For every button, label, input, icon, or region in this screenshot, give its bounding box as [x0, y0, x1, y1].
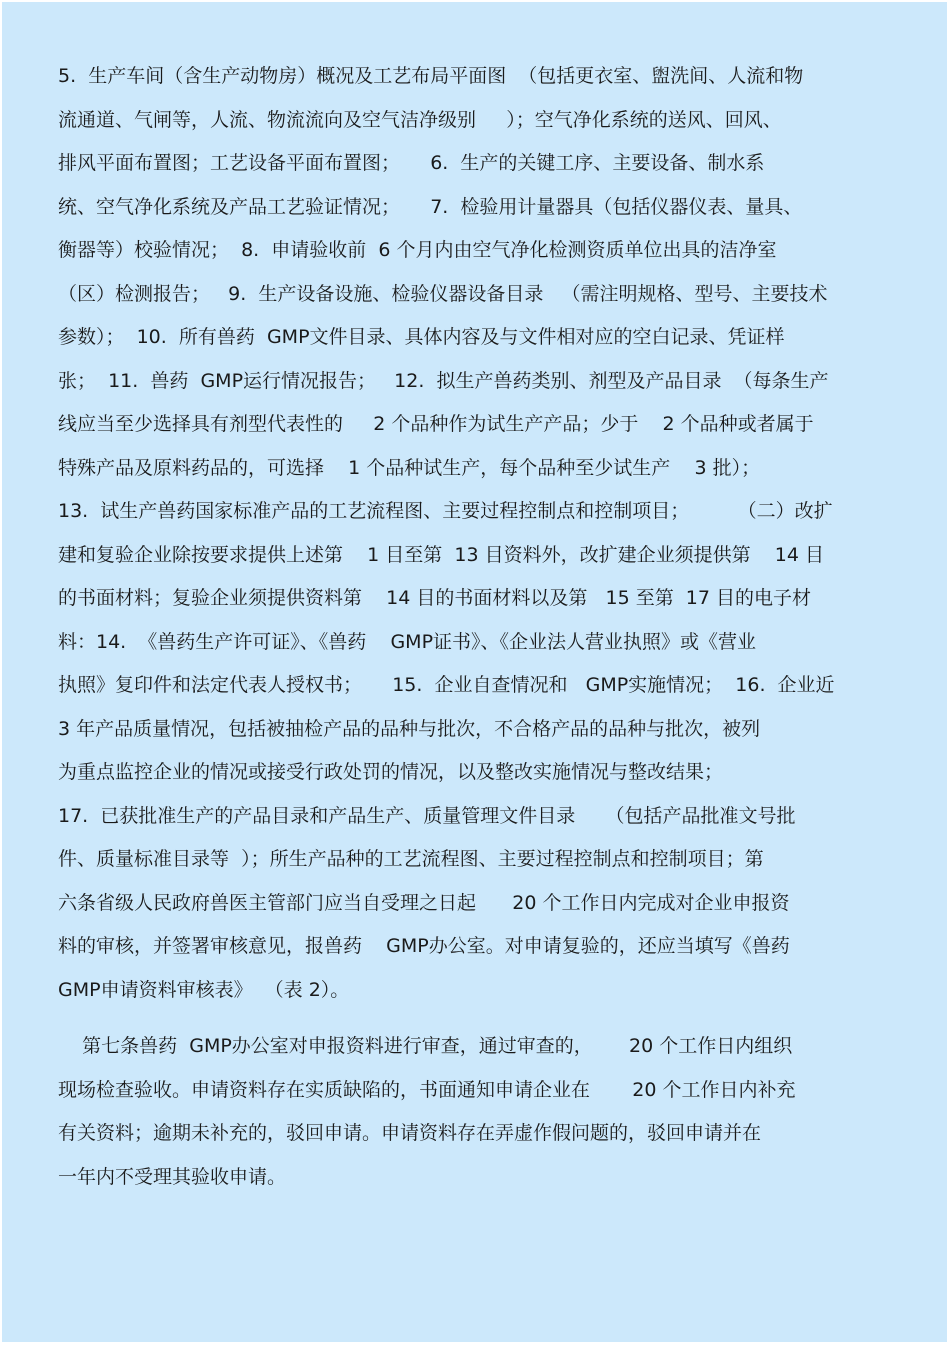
text-line: 件、质量标准目录等 ）；所生产品种的工艺流程图、主要过程控制点和控制项目；第 — [58, 848, 764, 870]
text-line: 的书面材料；复验企业须提供资料第 14 目的书面材料以及第 15 至第 17 目的电子材 — [58, 587, 812, 609]
text-line: 线应当至少选择具有剂型代表性的 2 个品种作为试生产产品；少于 2 个品种或者属于 — [58, 413, 814, 435]
document-page — [2, 2, 947, 1342]
paragraph-article-7 — [58, 1025, 888, 1199]
text-line: 13. 试生产兽药国家标准产品的工艺流程图、主要过程控制点和控制项目； （二）改扩 — [58, 500, 833, 522]
text-line: 特殊产品及原料药品的，可选择 1 个品种试生产，每个品种至少试生产 3 批）； — [58, 456, 761, 479]
text-line: 排风平面布置图；工艺设备平面布置图； 6. 生产的关键工序、主要设备、制水系 — [58, 152, 765, 174]
text-line: 统、空气净化系统及产品工艺验证情况； 7. 检验用计量器具（包括仪器仪表、量具、 — [58, 195, 803, 218]
text-line: 衡器等）校验情况； 8. 申请验收前 6 个月内由空气净化检测资质单位出具的洁净室 — [58, 239, 777, 261]
text-line: 5. 生产车间（含生产动物房）概况及工艺布局平面图 （包括更衣室、盥洗间、人流和物 — [58, 65, 804, 87]
text-line: 执照》复印件和法定代表人授权书； 15. 企业自查情况和 GMP实施情况； 16. 企业近 — [58, 674, 835, 696]
text-line: 17. 已获批准生产的产品目录和产品生产、质量管理文件目录 （包括产品批准文号批 — [58, 804, 796, 827]
text-line: 参数）； 10. 所有兽药 GMP文件目录、具体内容及与文件相对应的空白记录、凭证样 — [58, 326, 785, 348]
paragraph-materials-list — [58, 55, 888, 1012]
text-line: （区）检测报告； 9. 生产设备设施、检验仪器设备目录 （需注明规格、型号、主要技术 — [58, 282, 828, 305]
text-line: 六条省级人民政府兽医主管部门应当自受理之日起 20 个工作日内完成对企业申报资 — [58, 891, 790, 914]
text-line: 第七条兽药 GMP办公室对申报资料进行审查，通过审查的， 20 个工作日内组织 — [58, 1035, 793, 1057]
text-line: 张； 11. 兽药 GMP运行情况报告； 12. 拟生产兽药类别、剂型及产品目录 （每条生产 — [58, 369, 829, 392]
text-line: 料的审核，并签署审核意见，报兽药 GMP办公室。对申请复验的，还应当填写《兽药 — [58, 935, 790, 957]
text-line: GMP申请资料审核表》 （表 2）。 — [58, 978, 350, 1001]
text-line: 流通道、气闸等，人流、物流流向及空气洁净级别 ）；空气净化系统的送风、回风、 — [58, 108, 782, 131]
text-line: 3 年产品质量情况，包括被抽检产品的品种与批次，不合格产品的品种与批次，被列 — [58, 717, 761, 740]
text-line: 有关资料；逾期未补充的，驳回申请。申请资料存在弄虚作假问题的，驳回申请并在 — [58, 1122, 762, 1144]
text-line: 建和复验企业除按要求提供上述第 1 目至第 13 目资料外，改扩建企业须提供第 14 目 — [58, 543, 824, 566]
text-line: 为重点监控企业的情况或接受行政处罚的情况，以及整改实施情况与整改结果； — [58, 761, 724, 783]
text-line: 料：14. 《兽药生产许可证》、《兽药 GMP证书》、《企业法人营业执照》或《营业 — [58, 630, 757, 653]
text-line: 一年内不受理其验收申请。 — [58, 1165, 287, 1188]
text-line: 现场检查验收。申请资料存在实质缺陷的，书面通知申请企业在 20 个工作日内补充 — [58, 1078, 796, 1101]
